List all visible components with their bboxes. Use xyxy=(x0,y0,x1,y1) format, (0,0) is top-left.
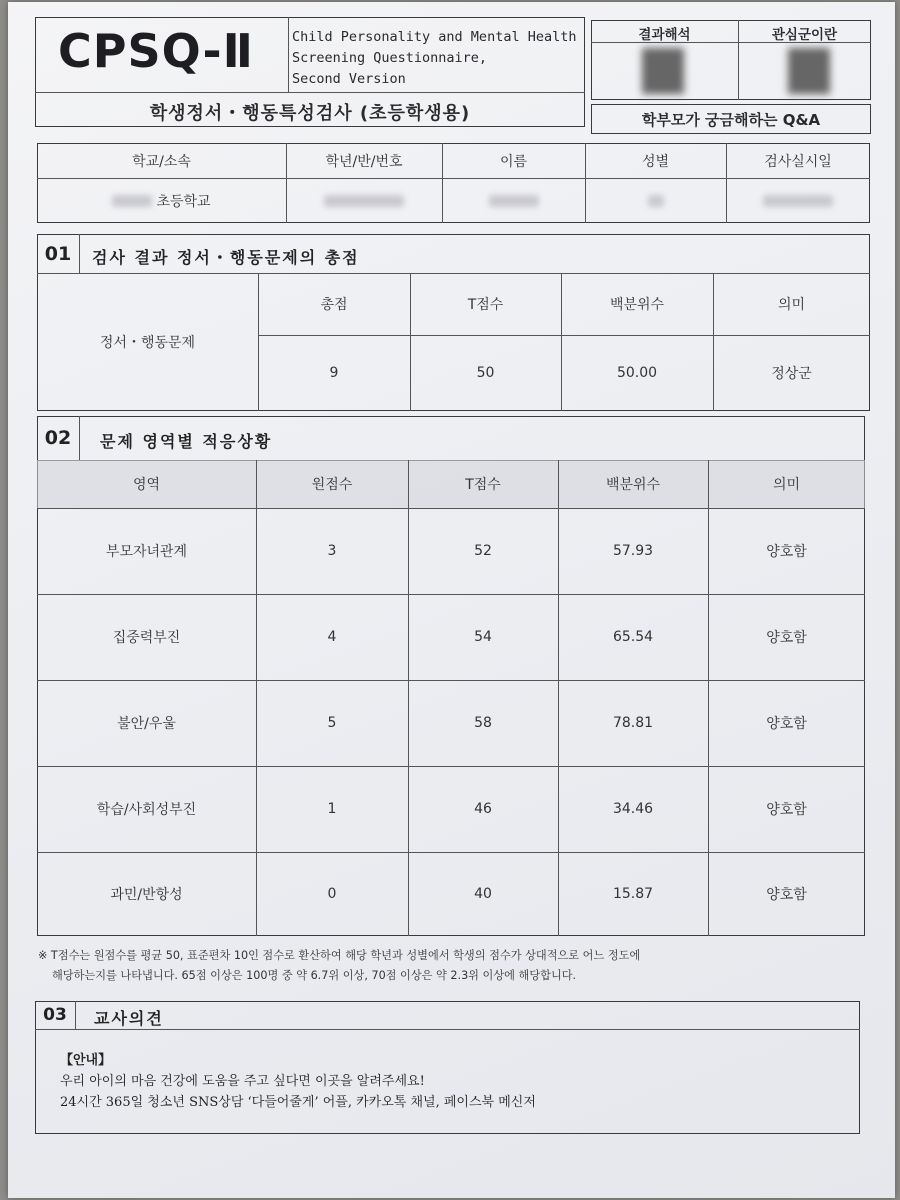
table-row-meaning: 양호함 xyxy=(766,544,807,560)
qr-code-interest[interactable] xyxy=(788,48,830,94)
footnote-line1: ※ T점수는 원점수를 평균 50, 표준편차 10인 점수로 환산하여 해당 학년과 성별에서 학생의 점수가 상대적으로 어느 정도에 xyxy=(38,949,641,962)
notice xyxy=(60,1050,536,1113)
qr-code-result[interactable] xyxy=(642,48,684,94)
table-row-raw: 3 xyxy=(327,543,337,559)
table-row-raw: 4 xyxy=(327,629,337,645)
info-value-name xyxy=(442,178,585,223)
table-row-raw: 5 xyxy=(327,715,337,731)
section2-header-raw: 원점수 xyxy=(311,477,353,493)
table-row-area: 집중력부진 xyxy=(112,630,181,646)
section1-header-total: 총점 xyxy=(320,297,348,313)
footnote-line2: 해당하는지를 나타냅니다. 65점 이상은 100명 중 약 6.7위 이상, 70점 이상은 약 2.3위 이상에 해당합니다. xyxy=(52,969,577,982)
redacted-block xyxy=(324,195,404,207)
notice-title: 【안내】 xyxy=(60,1053,112,1068)
section2-title: 문제 영역별 적응상황 xyxy=(100,432,273,451)
section1-t-value: 50 xyxy=(476,365,495,381)
notice-line2: 24시간 365일 청소년 SNS상담 ‘다들어줄게’ 어플, 카카오톡 채널, 페이스북 메신저 xyxy=(60,1095,536,1110)
info-value-gender xyxy=(585,178,726,223)
result-sheet xyxy=(8,2,895,1198)
table-row-raw: 1 xyxy=(327,801,337,817)
table-row-meaning: 양호함 xyxy=(766,630,807,646)
notice-line1: 우리 아이의 마음 건강에 도움을 주고 싶다면 이곳을 알려주세요! xyxy=(60,1074,425,1089)
section1-meaning-value: 정상군 xyxy=(771,366,812,382)
table-row-area: 부모자녀관계 xyxy=(105,544,188,560)
info-header-class: 학년/반/번호 xyxy=(325,153,403,170)
section2-header-meaning: 의미 xyxy=(772,477,801,493)
table-row-t: 52 xyxy=(474,543,492,559)
redacted-block xyxy=(763,195,833,207)
table-row-percentile: 57.93 xyxy=(612,543,654,559)
table-row-area: 과민/반항성 xyxy=(110,887,183,903)
section1-row-label: 정서・행동문제 xyxy=(99,335,196,351)
table-row-percentile: 15.87 xyxy=(612,886,654,902)
logo: CPSQ-Ⅱ xyxy=(58,24,254,78)
table-row-raw: 0 xyxy=(327,886,337,902)
info-value-school: 초등학교 xyxy=(37,178,286,223)
section3-title: 교사의견 xyxy=(94,1009,164,1028)
footnote xyxy=(38,946,868,986)
qr-label-interest: 관심군이란 xyxy=(771,27,838,43)
table-row-meaning: 양호함 xyxy=(766,887,807,903)
table-row-t: 58 xyxy=(474,715,492,731)
page-title: 학생정서・행동특성검사 (초등학생용) xyxy=(149,103,471,124)
table-row-percentile: 78.81 xyxy=(612,715,654,731)
info-value-class xyxy=(286,178,442,223)
table-row-t: 40 xyxy=(474,886,492,902)
section2-number: 02 xyxy=(44,427,72,449)
section2-header-percentile: 백분위수 xyxy=(605,477,661,493)
header-subtitle: Child Personality and Mental Health Screening Questionnaire, Second Version xyxy=(292,29,577,87)
section3-number: 03 xyxy=(43,1005,67,1025)
table-row-meaning: 양호함 xyxy=(766,716,807,732)
table-row-meaning: 양호함 xyxy=(766,802,807,818)
info-header-name: 이름 xyxy=(499,153,528,170)
table-row-percentile: 65.54 xyxy=(612,629,654,645)
table-row-percentile: 34.46 xyxy=(612,801,654,817)
qa-label: 학부모가 궁금해하는 Q&A xyxy=(641,111,821,129)
qr-label-result: 결과해석 xyxy=(638,27,691,43)
table-row-t: 46 xyxy=(474,801,492,817)
section2-header-t: T점수 xyxy=(465,477,501,493)
redacted-block xyxy=(489,195,539,207)
info-header-gender: 성별 xyxy=(641,153,670,170)
section1-header-t: T점수 xyxy=(467,297,504,313)
table-row-area: 불안/우울 xyxy=(117,716,176,732)
table-row-t: 54 xyxy=(474,629,492,645)
section1-percentile-value: 50.00 xyxy=(616,365,658,381)
table-row-area: 학습/사회성부진 xyxy=(96,802,197,818)
section1-total-value: 9 xyxy=(329,365,339,381)
section2-header-area: 영역 xyxy=(132,477,161,493)
info-value-date xyxy=(726,178,870,223)
section1-title: 검사 결과 정서・행동문제의 총점 xyxy=(92,248,360,267)
section1-header-meaning: 의미 xyxy=(777,297,806,313)
section1-number: 01 xyxy=(44,242,72,265)
section1-header-percentile: 백분위수 xyxy=(609,297,665,313)
redacted-block xyxy=(112,195,152,207)
info-header-school: 학교/소속 xyxy=(132,153,191,170)
info-header-date: 검사실시일 xyxy=(764,153,832,170)
redacted-block xyxy=(648,195,664,207)
